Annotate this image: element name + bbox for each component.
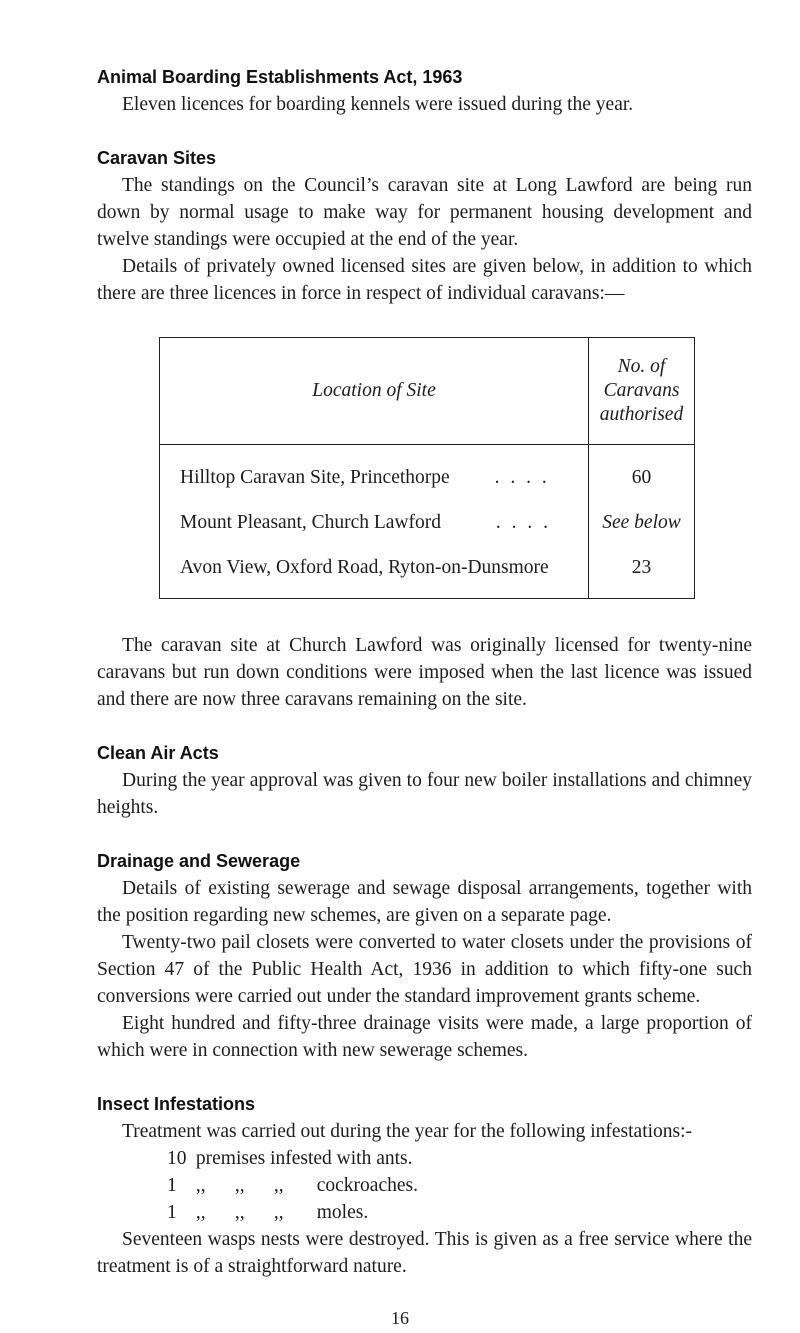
list-item [167,1199,752,1226]
drainage-paragraph-2: Twenty-two pail closets were converted to water closets under the provisions of Section 47 of the Public Health Act, 1936 in addition to which fifty-one such conversions were carried out under the standard improvement grants scheme. [97,932,752,1007]
heading-drainage: Drainage and Sewerage [97,851,301,871]
column-header-location [160,338,589,445]
caravan-paragraph-1: The standings on the Council’s caravan site at Long Lawford are being run down by normal usage to make way for permanent housing development and twelve standings were occupied at the end of the year. [97,175,752,250]
clean-air-paragraph: During the year approval was given to four new boiler installations and chimney heights. [97,770,752,818]
table-row [160,500,695,545]
caravan-paragraph-2: Details of privately owned licensed sites are given below, in addition to which there are three licences in force in respect of individual caravans:— [97,256,752,304]
infestation-count: 1 [167,1175,177,1196]
column-header-number-line-3: authorised [599,404,684,425]
table-header-row [160,338,695,445]
infestation-count: 1 [167,1202,177,1223]
heading-animal-boarding: Animal Boarding Establishments Act, 1963 [97,67,463,87]
site-name: Hilltop Caravan Site, Princethorpe [180,467,450,488]
caravan-after-table-paragraph: The caravan site at Church Lawford was originally licensed for twenty-nine caravans but run down conditions were imposed when the last licence was issued and there are now three caravans remaining on the site. [97,635,752,710]
table-row [160,545,695,599]
section-insects [97,1091,752,1280]
column-header-number-line-2: Caravans [603,380,680,401]
list-item [167,1172,752,1199]
infestation-text: premises infested with ants. [195,1148,413,1169]
see-below-note: See below [602,512,681,533]
infestation-list [167,1145,752,1226]
heading-insects: Insect Infestations [97,1094,256,1114]
table-cell-value: 60 [589,445,695,501]
infestation-text: moles. [316,1202,369,1223]
drainage-paragraph-3: Eight hundred and fifty-three drainage visits were made, a large proportion of which were in connection with new sewerage schemes. [97,1013,752,1061]
dot-leader: . . . . [494,467,550,488]
list-item [167,1145,752,1172]
table-cell-value: 23 [589,545,695,599]
section-caravan-sites [97,145,752,713]
infestation-count: 10 [167,1148,187,1169]
section-animal-boarding [97,64,752,118]
dot-leader: . . . . [495,512,552,533]
table-row [160,445,695,501]
document-page [97,64,752,1280]
caravan-sites-table [159,337,695,599]
insects-intro: Treatment was carried out during the year for the following infestations:- [122,1121,693,1142]
insects-closing: Seventeen wasps nests were destroyed. This is given as a free service where the treatment is of a straightforward nature. [97,1229,752,1277]
heading-clean-air: Clean Air Acts [97,743,219,763]
section-clean-air [97,740,752,821]
drainage-paragraph-1: Details of existing sewerage and sewage disposal arrangements, together with the position regarding new schemes, are given on a separate page. [97,878,752,926]
table-cell-site [160,500,589,545]
column-header-location-text: Location of Site [312,380,436,401]
column-header-number [589,338,695,445]
table-cell-site [160,545,589,599]
site-name: Mount Pleasant, Church Lawford [180,512,442,533]
table-cell-value [589,500,695,545]
ditto-marks: ,, ,, ,, [195,1175,284,1196]
site-name: Avon View, Oxford Road, Ryton-on-Dunsmore [180,557,549,578]
heading-caravan-sites: Caravan Sites [97,148,217,168]
section-drainage [97,848,752,1064]
page-number: 16 [391,1308,409,1328]
ditto-marks: ,, ,, ,, [195,1202,284,1223]
animal-boarding-paragraph: Eleven licences for boarding kennels were issued during the year. [122,94,634,115]
infestation-text: cockroaches. [316,1175,418,1196]
column-header-number-line-1: No. of [617,356,666,377]
table-cell-site [160,445,589,501]
